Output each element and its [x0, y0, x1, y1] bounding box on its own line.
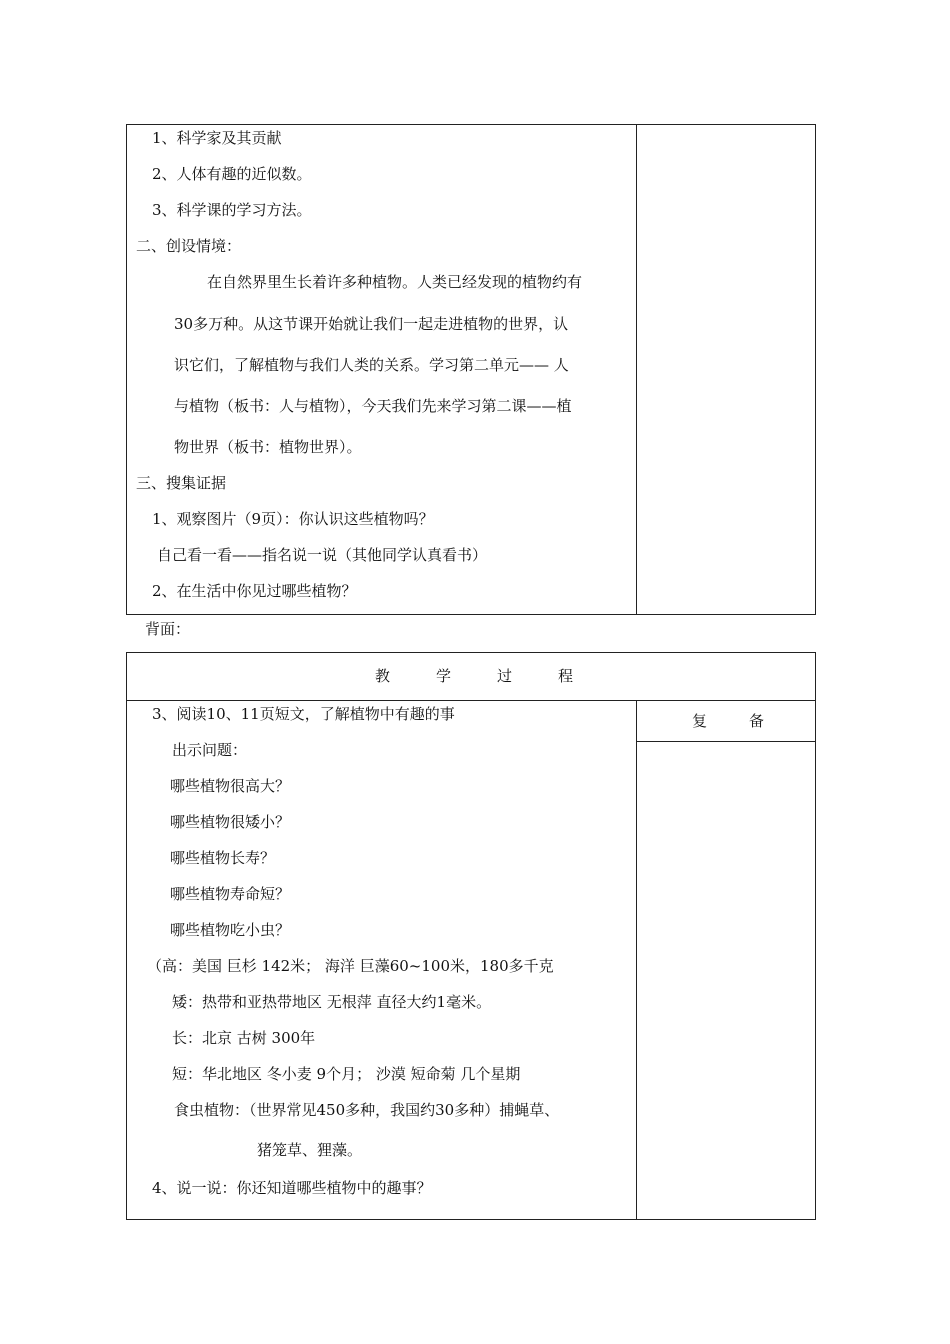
line-scientists: 1、科学家及其贡献 — [152, 129, 282, 147]
answer-tall: （高：美国 巨杉 142米； 海洋 巨藻60~100米，180多千克 — [147, 957, 554, 975]
line-observe-pictures: 1、观察图片（9页）：你认识这些植物吗？ — [152, 510, 434, 528]
paragraph-line-4: 与植物（板书：人与植物），今天我们先来学习第二课——植 — [174, 397, 572, 415]
review-prep-header: 复备 — [692, 712, 807, 730]
answer-short-lived: 短：华北地区 冬小麦 9个月； 沙漠 短命菊 几个星期 — [172, 1065, 521, 1083]
answer-short: 矮：热带和亚热带地区 无根萍 直径大约1毫米。 — [172, 993, 492, 1011]
paragraph-line-5: 物世界（板书：植物世界）。 — [174, 438, 362, 456]
paragraph-line-3: 识它们，了解植物与我们人类的关系。学习第二单元—— 人 — [174, 356, 569, 374]
paragraph-line-1: 在自然界里生长着许多种植物。人类已经发现的植物约有 — [207, 273, 583, 291]
side-header-divider — [636, 741, 816, 742]
line-tell-more: 4、说一说：你还知道哪些植物中的趣事？ — [152, 1179, 432, 1197]
heading-collect-evidence: 三、搜集证据 — [136, 474, 227, 492]
question-short: 哪些植物很矮小？ — [170, 813, 291, 831]
table-top-column-divider — [636, 124, 637, 615]
table-bottom-header-divider — [126, 700, 816, 701]
line-read-pages: 3、阅读10、11页短文，了解植物中有趣的事 — [152, 705, 455, 723]
line-body-numbers: 2、人体有趣的近似数。 — [152, 165, 312, 183]
answer-long-lived: 长：北京 古树 300年 — [172, 1029, 316, 1047]
answer-insectivorous-2: 猪笼草、狸藻。 — [257, 1141, 363, 1159]
question-insectivorous: 哪些植物吃小虫？ — [170, 921, 291, 939]
line-study-method: 3、科学课的学习方法。 — [152, 201, 312, 219]
line-look-and-say: 自己看一看——指名说一说（其他同学认真看书） — [157, 546, 488, 564]
question-long-lived: 哪些植物长寿？ — [170, 849, 276, 867]
paragraph-line-2: 30多万种。从这节课开始就让我们一起走进植物的世界，认 — [174, 315, 569, 333]
line-show-questions: 出示问题： — [172, 741, 248, 759]
line-plants-in-life: 2、在生活中你见过哪些植物？ — [152, 582, 357, 600]
question-tall: 哪些植物很高大？ — [170, 777, 291, 795]
back-side-label: 背面： — [145, 620, 191, 638]
table-bottom-column-divider — [636, 700, 637, 1220]
answer-insectivorous-1: 食虫植物：（世界常见450多种，我国约30多种）捕蝇草、 — [174, 1101, 560, 1119]
question-short-lived: 哪些植物寿命短？ — [170, 885, 291, 903]
heading-create-context: 二、创设情境： — [136, 237, 242, 255]
teaching-process-header: 教学过程 — [375, 667, 620, 685]
